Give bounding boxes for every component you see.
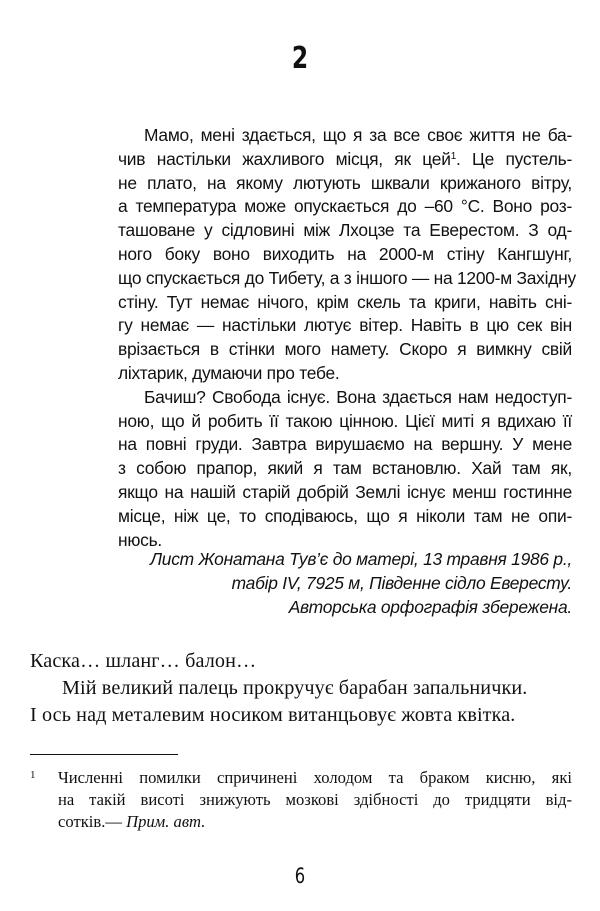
epigraph-line: ліхтарик, думаючи про тебе.: [118, 362, 340, 383]
attribution-line: Лист Жонатана Тув’є до матері, 13 травня 1986 р.,: [150, 549, 572, 569]
footnote-line: [30, 811, 572, 833]
epigraph-line: не плато, на якому лютують шквали крижаного вітру,: [118, 172, 572, 193]
footnote-author-note: Прим. авт.: [126, 812, 206, 831]
epigraph-line-tail: . Це пустель-: [456, 148, 572, 169]
epigraph-letter: [118, 124, 576, 552]
epigraph-line: а температура може опускається до –60 °C. Воно роз-: [118, 196, 572, 217]
epigraph-line: нюсь.: [118, 529, 162, 550]
epigraph-line: ною, що й робить її такою цінною. Цієї миті я вдихаю її: [118, 410, 572, 431]
footnote-line-text: Численні помилки спричинені холодом та браком кисню, які: [58, 768, 572, 787]
epigraph-line: місце, ніж це, то сподіваюсь, що я ніколи там не опи-: [118, 505, 572, 526]
attribution-line: табір IV, 7925 м, Південне сідло Евересту.: [231, 572, 572, 593]
footnote-line-text: сотків.—: [58, 812, 127, 831]
epigraph-line: що спускається до Тибету, а з іншого — на 1200-м Західну: [118, 267, 576, 288]
epigraph-line: Бачиш? Свобода існує. Вона здається нам недоступ-: [144, 386, 572, 407]
epigraph-line: Мамо, мені здається, що я за все своє життя не ба-: [144, 125, 572, 145]
epigraph-line: ного боку воно виходить на 2000-м стіну Кангшунг,: [118, 243, 572, 264]
attribution-line: Авторська орфографія збережена.: [288, 596, 572, 617]
footnote: [30, 767, 572, 833]
body-line: І ось над металевим носиком витанцьовує жовта квітка.: [30, 704, 516, 726]
footnote-divider: [30, 754, 178, 755]
body-line: Каска… шланг… балон…: [30, 650, 257, 672]
epigraph-line: стіну. Тут немає нічого, крім скель та криги, навіть сні-: [118, 291, 572, 312]
chapter-number: 2: [291, 41, 309, 76]
footnote-line: на такій висоті знижують мозкові здібності до тридцяти від-: [58, 790, 572, 809]
epigraph-line-with-note: [118, 148, 572, 172]
epigraph-line-text: чив настільки жахливого місця, як цей: [118, 148, 451, 169]
epigraph-line: з собою прапор, який я там встановлю. Хай там як,: [118, 458, 572, 479]
epigraph-line: гу немає — настільки лютує вітер. Навіть в цю сек він: [118, 315, 572, 336]
epigraph-line: ташоване у сідловині між Лхоцзе та Еверестом. З од-: [118, 220, 572, 241]
main-text: [30, 648, 572, 729]
page-number: 6: [294, 864, 306, 888]
epigraph-line: на повні груди. Завтра вирушаємо на вершну. У мене: [118, 434, 572, 455]
epigraph-line: врізається в стінки мого намету. Скоро я вимкну свій: [118, 339, 572, 360]
body-line: Мій великий палець прокручує барабан запальнички.: [62, 677, 528, 699]
footnote-marker: 1: [30, 769, 36, 781]
epigraph-line: якщо на нашій старій добрій Землі існує менш гостинне: [118, 481, 572, 502]
footnote-reference: 1: [450, 150, 456, 162]
epigraph-attribution: [102, 548, 572, 619]
footnote-line: [30, 767, 572, 789]
